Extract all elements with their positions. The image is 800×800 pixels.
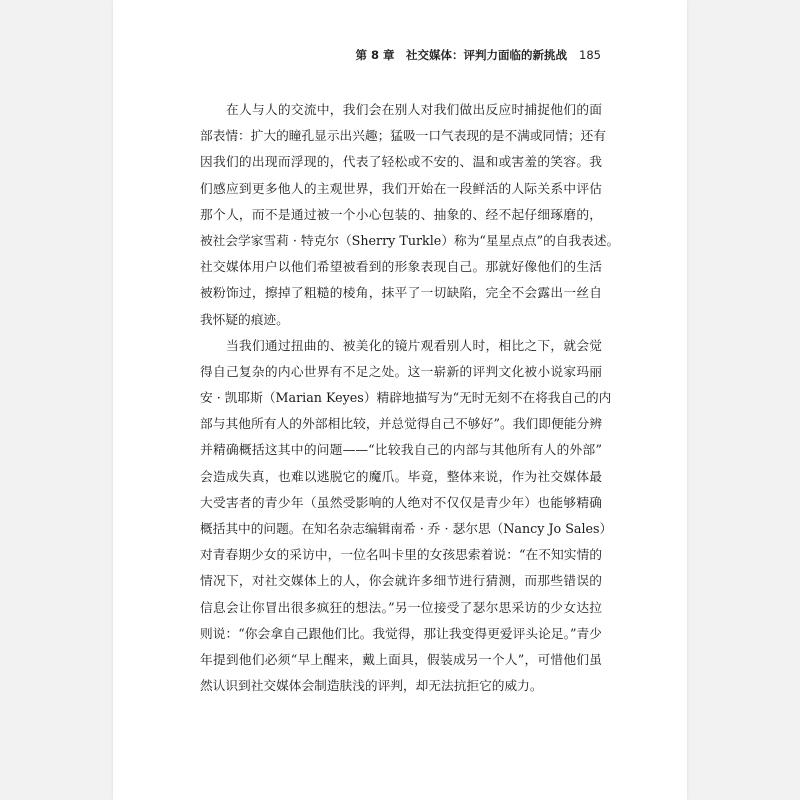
text-line: 年提到他们必须“早上醒来，戴上面具，假装成另一个人”，可惜他们虽 xyxy=(200,651,602,667)
text-line: 情况下，对社交媒体上的人，你会就许多细节进行猜测，而那些错误的 xyxy=(200,573,602,589)
text-line: 大受害者的青少年（虽然受影响的人绝对不仅仅是青少年）也能够精确 xyxy=(200,494,602,510)
paragraph-2 xyxy=(200,333,613,700)
text-line: 部与其他所有人的外部相比较，并总觉得自己不够好”。我们即便能分辨 xyxy=(200,416,602,432)
chapter-title: 第 8 章 社交媒体：评判力面临的新挑战 xyxy=(355,48,568,62)
text-line: 对青春期少女的采访中，一位名叫卡里的女孩思索着说：“在不知实情的 xyxy=(200,547,602,563)
text-line: 被粉饰过，擦掉了粗糙的棱角，抹平了一切缺陷，完全不会露出一丝自 xyxy=(200,285,602,301)
running-header xyxy=(356,47,601,63)
text-line: 信息会让你冒出很多疯狂的想法。”另一位接受了瑟尔思采访的少女达拉 xyxy=(200,599,602,615)
text-line: 会造成失真，也难以逃脱它的魔爪。毕竟，整体来说，作为社交媒体最 xyxy=(200,468,602,484)
text-line: 们感应到更多他人的主观世界，我们开始在一段鲜活的人际关系中评估 xyxy=(200,180,602,196)
text-line: 概括其中的问题。在知名杂志编辑南希 · 乔 · 瑟尔思（Nancy Jo Sales） xyxy=(200,521,613,536)
text-line: 得自己复杂的内心世界有不足之处。这一崭新的评判文化被小说家玛丽 xyxy=(200,363,602,379)
text-line: 然认识到社交媒体会制造肤浅的评判，却无法抗拒它的威力。 xyxy=(200,678,543,694)
text-line: 我怀疑的痕迹。 xyxy=(200,311,289,327)
text-line: 在人与人的交流中，我们会在别人对我们做出反应时捕捉他们的面 xyxy=(226,102,602,117)
text-line: 安 · 凯耶斯（Marian Keyes）精辟地描写为“无时无刻不在将我自己的内 xyxy=(200,390,612,406)
text-line: 当我们通过扭曲的、被美化的镜片观看别人时，相比之下，就会觉 xyxy=(226,337,602,353)
text-line: 并精确概括这其中的问题——“比较我自己的内部与其他所有人的外部” xyxy=(200,442,602,458)
book-page xyxy=(113,0,687,800)
page-number: 185 xyxy=(579,48,601,62)
text-line: 那个人，而不是通过被一个小心包装的、抽象的、经不起仔细琢磨的， xyxy=(200,206,602,222)
paragraph-1 xyxy=(200,97,620,333)
text-line: 则说：“你会拿自己跟他们比。我觉得，那让我变得更爱评头论足。”青少 xyxy=(200,625,602,641)
text-line: 被社会学家雪莉 · 特克尔（Sherry Turkle）称为“星星点点”的自我表述。 xyxy=(200,232,620,248)
text-line: 因我们的出现而浮现的，代表了轻松或不安的、温和或害羞的笑容。我 xyxy=(200,154,602,170)
body-text xyxy=(200,97,620,699)
text-line: 社交媒体用户以他们希望被看到的形象表现自己。那就好像他们的生活 xyxy=(200,259,602,275)
text-line: 部表情：扩大的瞳孔显示出兴趣；猛吸一口气表现的是不满或同情；还有 xyxy=(200,128,606,144)
